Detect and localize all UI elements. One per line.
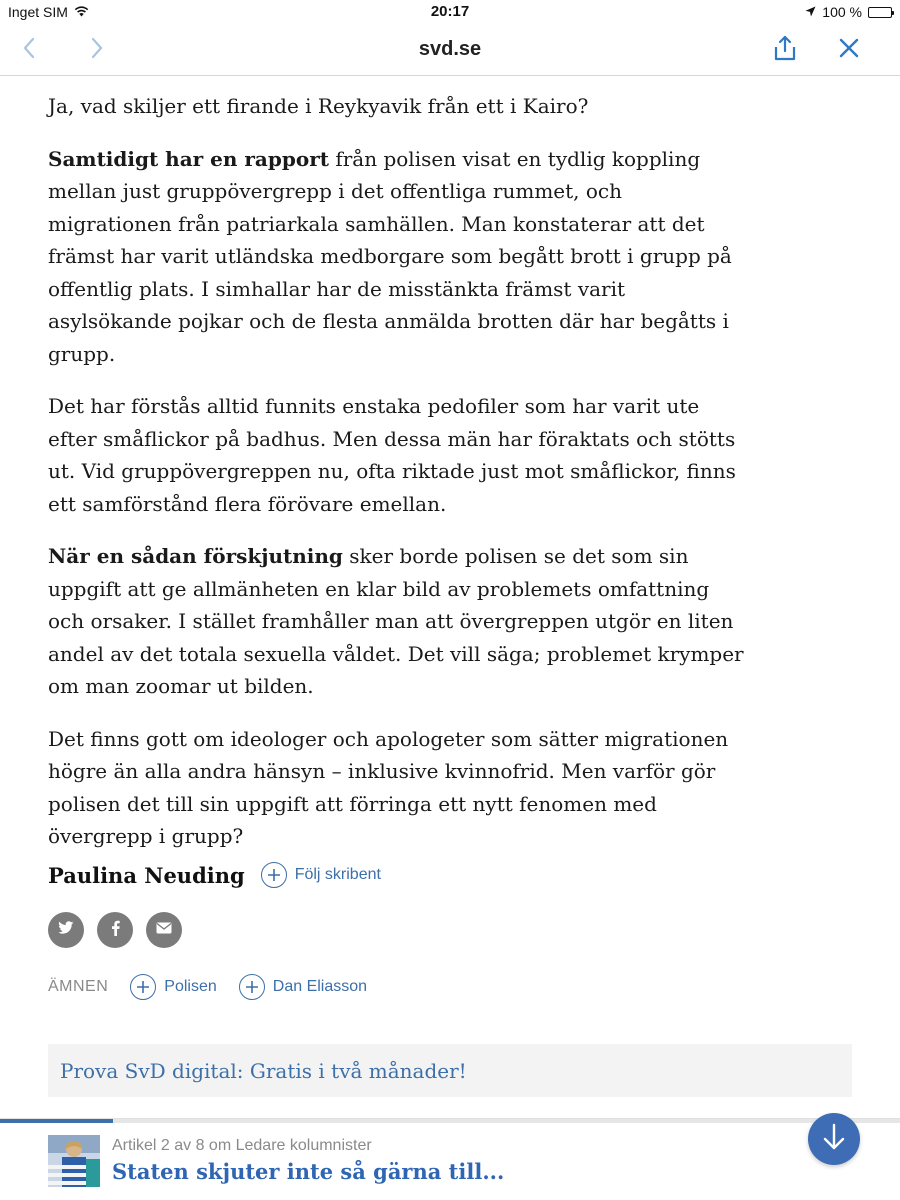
- article-body: [48, 90, 748, 873]
- facebook-share-button[interactable]: [97, 912, 133, 948]
- promo-text: Prova SvD digital: Gratis i två månader!: [60, 1058, 467, 1083]
- follow-author-button[interactable]: [261, 862, 381, 888]
- page-title: svd.se: [418, 38, 482, 60]
- topic-label: Polisen: [164, 978, 217, 995]
- paragraph-text: sker borde polisen se det som sin uppgift att ge allmänheten en klar bild av problemets omfattning och orsaker. I stället framhåller man att övergreppen utgör en liten andel av det totala sexuella våldet. Det vill säga; problemet krymper om man zoomar ut bilden.: [48, 544, 744, 698]
- article-paragraph-1: Ja, vad skiljer ett firande i Reykyavik från ett i Kairo?: [48, 94, 589, 118]
- topic-polisen[interactable]: [130, 974, 216, 1000]
- status-time: 20:17: [430, 3, 470, 20]
- arrow-down-icon: [822, 1123, 846, 1156]
- share-buttons: [48, 912, 182, 948]
- topic-dan-eliasson[interactable]: [239, 974, 367, 1000]
- email-icon: [156, 921, 172, 939]
- battery-percent: 100 %: [822, 4, 862, 20]
- next-article-meta: Artikel 2 av 8 om Ledare kolumnister: [112, 1137, 372, 1154]
- status-bar: [0, 0, 900, 24]
- twitter-icon: [58, 921, 74, 940]
- email-share-button[interactable]: [146, 912, 182, 948]
- topics-row: [48, 974, 389, 1000]
- paragraph-lead-bold: Samtidigt har en rapport: [48, 146, 329, 171]
- next-article-bar[interactable]: [0, 1118, 900, 1200]
- subscription-promo-link[interactable]: [48, 1044, 852, 1097]
- plus-circle-icon: [261, 862, 287, 888]
- next-article-down-button[interactable]: [808, 1113, 860, 1165]
- topic-label: Dan Eliasson: [272, 978, 368, 995]
- article-paragraph-3: Det har förstås alltid funnits enstaka pedofiler som har varit ute efter småflickor på badhus. Men dessa män har föraktats och stötts ut. Vid gruppövergreppen nu, ofta riktade just mot småflickor, finns ett samförstånd flera förövare emellan.: [48, 394, 736, 516]
- close-button[interactable]: [832, 34, 866, 66]
- browser-nav-bar: [0, 24, 900, 76]
- series-progress-fill: [0, 1119, 113, 1123]
- follow-author-label: Följ skribent: [294, 866, 381, 883]
- plus-circle-icon: [130, 974, 156, 1000]
- next-article-thumbnail[interactable]: [48, 1135, 100, 1187]
- author-name[interactable]: Paulina Neuding: [48, 862, 245, 888]
- share-icon: [773, 35, 797, 66]
- location-arrow-icon: [805, 4, 816, 20]
- article-paragraph-4: [48, 540, 748, 703]
- topics-label: ÄMNEN: [48, 978, 109, 995]
- twitter-share-button[interactable]: [48, 912, 84, 948]
- author-row: [48, 862, 381, 888]
- article-paragraph-2: [48, 143, 748, 371]
- plus-circle-icon: [239, 974, 265, 1000]
- battery-icon: [868, 7, 892, 18]
- article-paragraph-5: Det finns gott om ideologer och apologeter som sätter migrationen högre än alla andra hänsyn – inklusive kvinnofrid. Men varför gör polisen det till sin uppgift att förringa ett nytt fenomen med övergrepp i grupp?: [48, 726, 729, 848]
- status-right: [805, 4, 892, 20]
- series-progress-track: [0, 1119, 900, 1123]
- next-article-title[interactable]: Staten skjuter inte så gärna till...: [112, 1159, 505, 1184]
- carrier-label: Inget SIM: [8, 4, 68, 20]
- facebook-icon: [111, 920, 120, 941]
- close-icon: [838, 37, 860, 64]
- paragraph-lead-bold: När en sådan förskjutning: [48, 544, 343, 568]
- share-button[interactable]: [768, 34, 802, 66]
- paragraph-text: från polisen visat en tydlig koppling mellan just gruppövergrepp i det offentliga rummet, och migrationen från patriarkala samhällen. Man konstaterar att det främst har varit utländska medborgare som begått brott i grupp på offentlig plats. I simhallar har de misstänkta främst varit asylsökande pojkar och de flesta anmälda brotten där har begåtts i grupp.: [48, 146, 732, 366]
